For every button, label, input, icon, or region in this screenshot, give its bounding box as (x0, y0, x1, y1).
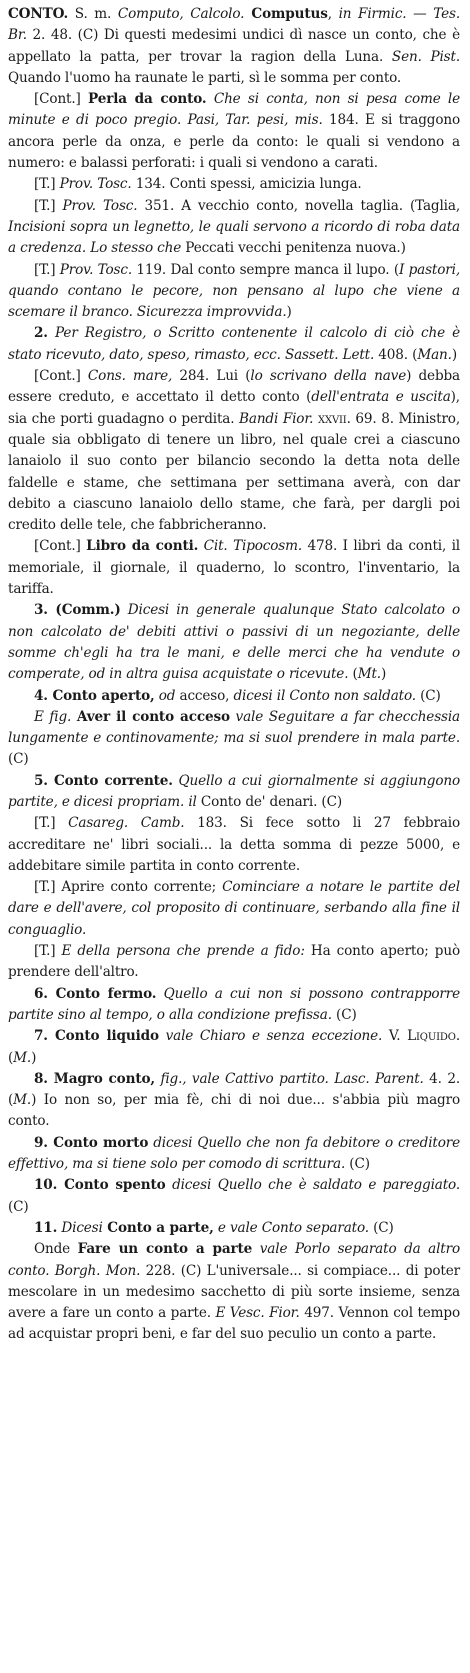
text-run: (C) (368, 1219, 394, 1236)
text-run: (C) (8, 751, 29, 768)
entry-paragraph (8, 323, 460, 366)
text-run: Cit. Tipocosm. (203, 538, 303, 555)
text-run: M. (13, 1092, 32, 1109)
text-run: vale Porlo separato da altro conto. (8, 1241, 461, 1279)
entry-paragraph (8, 813, 460, 877)
text-run: [Cont.] (34, 368, 88, 385)
text-run: (C) (8, 1198, 29, 1215)
text-run: Prov. Tosc. (62, 197, 138, 214)
text-run: Mt. (357, 666, 381, 683)
text-run: dicesi Quello che non fa debitore o creditore effettivo, ma si tiene solo per comodo di scrittura. (8, 1134, 460, 1173)
entry-paragraph (8, 1218, 460, 1239)
text-run: (C) (415, 687, 441, 704)
text-run: 10. Conto spento (34, 1177, 166, 1194)
text-run: I pastori, quando contano le pecore, non pensano al lupo che viene a scemare il branco. Sicurezza improvvida. (8, 261, 460, 321)
text-run: Conto de' denari. (C) (196, 793, 342, 810)
text-run: Casareg. Camb. (68, 815, 185, 832)
text-run: Quello a cui giornalmente si aggiungono partite, e dicesi propriam. il (8, 772, 460, 810)
entry-paragraph (8, 1069, 460, 1133)
text-run: Computo, Calcolo. (117, 6, 245, 22)
text-run: Aver il conto acceso (76, 708, 230, 725)
entry-paragraph (8, 686, 460, 707)
text-run: 284. Lui ( (172, 368, 251, 385)
text-run: Liquido (407, 1028, 456, 1045)
text-run: vale Chiaro e senza eccezione. (165, 1028, 383, 1045)
text-run: [T.] (34, 176, 60, 193)
text-run: , (327, 6, 339, 22)
entry-paragraph (8, 1133, 460, 1176)
text-run: vale Seguitare a far checchessia lungamente e continovamente; ma si suol prendere in mala parte. (8, 708, 460, 747)
text-run: Incisioni sopra un legnetto, le quali servono a ricordo di roba data a credenza. Lo stesso che (8, 218, 460, 257)
text-run: [Cont.] (34, 538, 87, 555)
text-run: lo scrivano della nave (250, 368, 407, 385)
text-run: 119. Dal conto sempre manca il lupo. ( (132, 261, 399, 278)
text-run: ) (451, 346, 457, 363)
text-run: Computus (244, 6, 328, 22)
text-run: Perla da conto. (88, 91, 207, 108)
text-run: Man. (417, 346, 452, 363)
text-run: xxvii (318, 410, 347, 427)
text-run: 478. I libri da conti, il memoriale, il giornale, il quaderno, lo scontro, l'inventario, la tariffa. (8, 538, 460, 598)
text-run: Taglia, (415, 197, 460, 214)
text-run: [T.] Aprire conto corrente; (34, 879, 223, 896)
text-run: Sen. Pist. (391, 48, 460, 65)
text-run: Quando l'uomo ha raunate le parti, sì le somma per conto. (8, 69, 402, 86)
text-run: 2. (34, 325, 48, 342)
entry-paragraph (8, 536, 460, 600)
text-run: (C) (331, 1006, 357, 1023)
text-run: (C) (345, 1156, 370, 1173)
text-run: 4. Conto aperto, (34, 687, 155, 704)
entry-paragraph (8, 877, 460, 941)
text-run (156, 986, 163, 1002)
text-run: 183. Si fece sotto li 27 febbraio accreditare ne' libri sociali... la detta somma di pezze 5000, e addebitare simile partita in conto corrente. (8, 815, 460, 874)
text-run: 351. A vecchio conto, novella taglia. ( (137, 197, 416, 214)
entry-paragraph (8, 260, 460, 324)
entry-paragraph (8, 366, 460, 536)
text-run: [T.] (34, 943, 62, 960)
text-run: Prov. Tosc. (59, 261, 133, 278)
entry-paragraph (8, 174, 460, 195)
text-run: Per Registro, o Scritto contenente il calcolo di ciò che è stato ricevuto, dato, speso, rimasto, ecc. (8, 325, 460, 363)
entry-paragraph (8, 600, 460, 685)
entry-paragraph (8, 771, 460, 814)
text-run: Lasc. Parent. (334, 1070, 424, 1087)
text-run: E della persona che prende a fido: (61, 943, 305, 960)
text-run: Dicesi (61, 1219, 103, 1236)
text-run: 228. (C) L'universale... si compiace... di poter mescolare in un medesimo sacchetto di più sorte insieme, senza avere a fare un conto a parte. (8, 1262, 460, 1322)
text-run: Tes. Br. (8, 6, 461, 44)
text-run: ) (31, 1049, 37, 1066)
entry-paragraph (8, 1026, 460, 1069)
text-run: — (406, 6, 434, 22)
text-run: E fig. (34, 708, 72, 725)
text-run: [T.] (34, 815, 69, 832)
entry-paragraph (8, 1175, 460, 1218)
text-run (207, 91, 214, 107)
text-run: 6. Conto fermo. (34, 985, 157, 1002)
entry-paragraph (8, 941, 460, 984)
text-run: in Firmic. (338, 6, 407, 22)
text-run: CONTO. (8, 6, 69, 22)
text-run: e vale Conto separato. (217, 1219, 369, 1236)
entry-paragraph (8, 196, 460, 260)
text-run: Borgh. Mon. (54, 1262, 141, 1279)
text-run: 5. Conto corrente. (34, 772, 173, 789)
text-run: ), sia che porti guadagno o perdita. (8, 389, 460, 427)
text-run (48, 325, 55, 341)
text-run: dell'entrata e uscita (311, 389, 451, 406)
text-run: 8. Magro conto, (34, 1070, 155, 1087)
text-run: [Cont.] (34, 91, 88, 108)
text-run: 7. Conto liquido (34, 1028, 159, 1045)
text-run: . ( (8, 1028, 460, 1066)
entry-paragraph (8, 984, 460, 1027)
entry-paragraph (8, 89, 460, 174)
text-run: 497. Vennon col tempo ad acquistar propri beni, e far del suo peculio un conto a parte. (8, 1305, 460, 1343)
text-run: dicesi Quello che è saldato e pareggiato. (172, 1177, 461, 1194)
text-run: Conto a parte, (102, 1219, 214, 1236)
text-run: Cons. mare, (87, 368, 173, 385)
text-run: E Vesc. Fior. (215, 1305, 300, 1322)
text-run: ) Io non so, per mia fè, chi di noi due... s'abbia più magro conto. (8, 1092, 460, 1130)
text-run: [T.] (34, 197, 63, 214)
text-run: Ha conto aperto; può prendere dell'altro. (8, 943, 460, 981)
text-run: [T.] (34, 261, 60, 278)
text-run: . 69. 8. Ministro, quale sia obbligato di tenere un libro, nel quale crei a ciascuno lanaiolo il suo conto per bilancio secondo la detta nota delle faldelle e stame, che settimana per settimana averà, con dar debito a ciascuno lanaiolo dello stame, che farà, per dargli poi credito delle tele, che fabbricheranno. (8, 410, 461, 534)
text-run: od (158, 687, 176, 704)
text-run: Sassett. Lett. (284, 346, 375, 363)
text-run (159, 1028, 166, 1044)
text-run: Che si conta, non si pesa come le minute e di poco pregio. (8, 91, 461, 129)
text-run: 4. 2. ( (8, 1070, 461, 1109)
text-run: 11. (34, 1219, 58, 1236)
text-run: Fare un conto a parte (77, 1241, 253, 1258)
text-run: Dicesi in generale qualunque Stato calcolato o non calcolato de' debiti attivi o passivi di un negoziante, delle somme ch'egli ha tra le mani, e delle merci che ha vendute o comperate, od in altra guisa acquistate o ricevute. (8, 602, 461, 683)
entry-paragraph (8, 1239, 460, 1345)
text-run: 9. Conto morto (34, 1134, 149, 1151)
text-run: 134. Conti spessi, amicizia lunga. (131, 176, 362, 193)
entry-paragraph (8, 707, 460, 771)
text-run: Quello a cui non si possono contrapporre partite sino al tempo, o alla condizione prefissa. (8, 985, 461, 1023)
text-run: 184. E si traggono ancora perle da onza, e perle da conto: le quali si vendono a numero: e balassi perforati: i quali si vendono a carati. (8, 112, 461, 172)
text-run: Pasi, Tar. pesi, mis. (187, 112, 323, 129)
text-run: ( (348, 666, 358, 683)
text-run: ) (380, 666, 387, 683)
text-run: Libro da conti. (86, 538, 199, 555)
text-run (252, 1241, 260, 1257)
text-run: acceso, (175, 687, 234, 704)
text-run: ) (286, 304, 292, 321)
entry-paragraph (8, 4, 460, 89)
text-run: Bandi Fior. (239, 410, 314, 427)
text-run (121, 602, 128, 618)
text-run: dicesi il (233, 687, 286, 704)
text-run: Peccati vecchi penitenza nuova.) (181, 240, 406, 257)
text-run: M. (13, 1049, 32, 1066)
text-run: V. (382, 1028, 408, 1045)
text-run: ) debba essere creduto, e accettato il detto conto ( (8, 368, 461, 406)
text-run: Prov. Tosc. (59, 176, 132, 193)
text-run: Cominciare a notare le partite del dare e dell'avere, col proposito di continuare, serbando alla fine il conguaglio. (8, 879, 460, 938)
text-run: 408. ( (374, 346, 418, 363)
text-run: fig., vale Cattivo partito. (160, 1070, 329, 1087)
text-run: Conto non saldato. (289, 687, 416, 704)
text-run: Onde (34, 1241, 78, 1258)
text-run: 2. 48. (C) Di questi medesimi undici dì nasce un conto, che è appellato la patta, per trovar la ragion della Luna. (8, 27, 460, 65)
text-run: 3. (Comm.) (34, 602, 121, 619)
text-run: S. m. (68, 6, 118, 22)
